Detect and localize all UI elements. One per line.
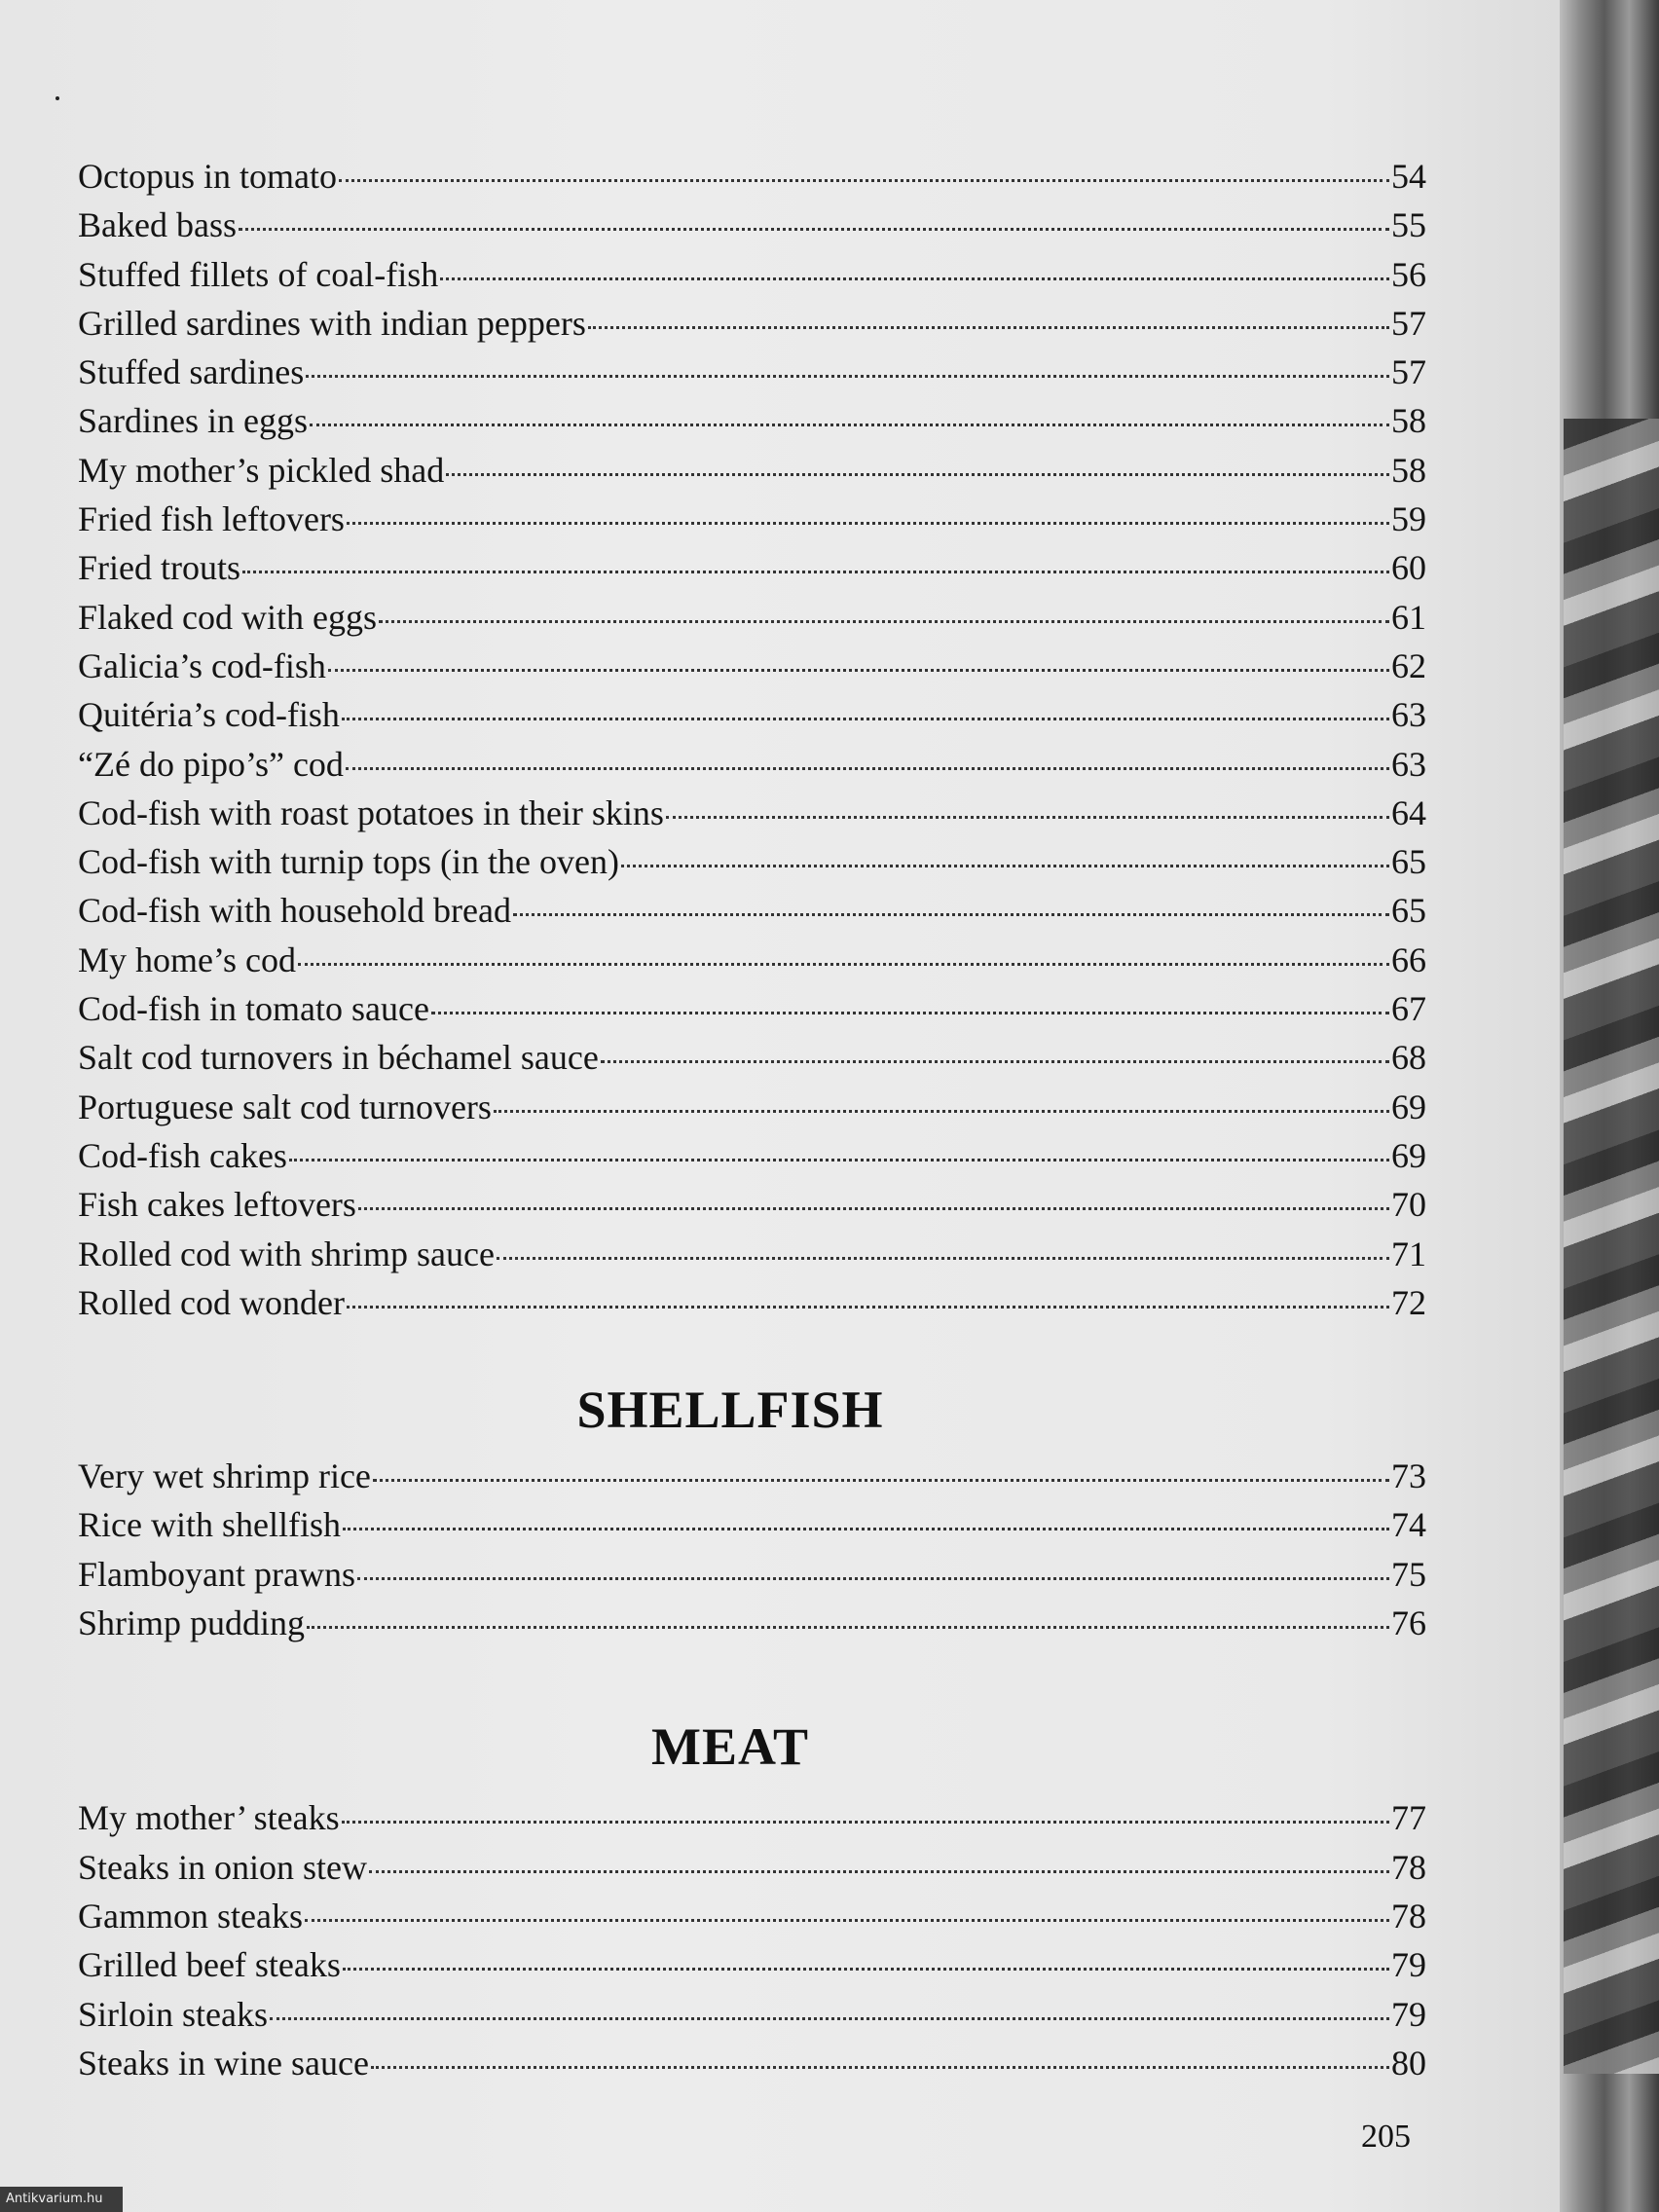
dot-leader	[666, 816, 1389, 819]
entry-title: Very wet shrimp rice	[78, 1456, 371, 1496]
meat-entries	[78, 1797, 1426, 2091]
entry-title: Cod-fish with roast potatoes in their skins	[78, 793, 664, 832]
entry-title: Cod-fish cakes	[78, 1135, 287, 1175]
shellfish-entries	[78, 1456, 1426, 1651]
toc-entry	[78, 1603, 1426, 1651]
entry-title: Salt cod turnovers in béchamel sauce	[78, 1038, 599, 1078]
dot-leader	[239, 228, 1389, 231]
toc-entry	[78, 1797, 1426, 1846]
toc-entry	[78, 204, 1426, 253]
entry-page-number: 78	[1391, 1847, 1426, 1887]
entry-page-number: 79	[1391, 1994, 1426, 2034]
entry-page-number: 57	[1391, 303, 1426, 343]
entry-title: Cod-fish in tomato sauce	[78, 989, 429, 1029]
toc-entry	[78, 156, 1426, 204]
dot-leader	[621, 865, 1389, 867]
toc-entry	[78, 1994, 1426, 2043]
dot-leader	[298, 963, 1389, 966]
dot-leader	[328, 669, 1389, 672]
toc-entry	[78, 645, 1426, 694]
toc-entry	[78, 597, 1426, 645]
entry-page-number: 58	[1391, 450, 1426, 490]
toc-entry	[78, 303, 1426, 351]
entry-page-number: 78	[1391, 1896, 1426, 1936]
entry-page-number: 55	[1391, 205, 1426, 245]
dot-leader	[343, 1968, 1389, 1971]
toc-entry	[78, 793, 1426, 841]
entry-page-number: 69	[1391, 1087, 1426, 1126]
entry-page-number: 69	[1391, 1135, 1426, 1175]
dot-leader	[373, 1479, 1389, 1482]
entry-page-number: 59	[1391, 499, 1426, 539]
entry-page-number: 80	[1391, 2043, 1426, 2083]
dot-leader	[310, 424, 1389, 426]
fish-entries	[78, 156, 1426, 1331]
entry-title: Gammon steaks	[78, 1896, 303, 1936]
entry-title: Fish cakes leftovers	[78, 1185, 356, 1225]
entry-title: Rolled cod with shrimp sauce	[78, 1234, 495, 1273]
entry-page-number: 65	[1391, 891, 1426, 931]
entry-page-number: 73	[1391, 1456, 1426, 1496]
entry-title: Rolled cod wonder	[78, 1282, 345, 1322]
entry-page-number: 77	[1391, 1798, 1426, 1838]
toc-entry	[78, 1504, 1426, 1553]
entry-page-number: 56	[1391, 254, 1426, 294]
entry-title: Portuguese salt cod turnovers	[78, 1087, 492, 1126]
entry-title: Quitéria’s cod-fish	[78, 695, 340, 735]
dot-leader	[289, 1159, 1389, 1161]
entry-title: “Zé do pipo’s” cod	[78, 744, 344, 784]
entry-title: My mother’ steaks	[78, 1798, 340, 1838]
entry-page-number: 66	[1391, 940, 1426, 979]
dot-leader	[357, 1577, 1389, 1580]
dot-leader	[347, 522, 1389, 525]
entry-page-number: 70	[1391, 1185, 1426, 1225]
entry-page-number: 64	[1391, 793, 1426, 832]
dot-leader	[306, 375, 1389, 378]
dot-leader	[369, 1870, 1389, 1873]
toc-entry	[78, 1847, 1426, 1896]
toc-entry	[78, 1944, 1426, 1993]
dot-leader	[497, 1257, 1389, 1260]
dot-leader	[440, 277, 1389, 280]
entry-title: Grilled sardines with indian peppers	[78, 303, 586, 343]
entry-title: Steaks in onion stew	[78, 1847, 367, 1887]
dot-leader	[242, 571, 1389, 573]
dot-leader	[588, 326, 1389, 329]
paper-speck	[55, 96, 59, 100]
dot-leader	[307, 1626, 1389, 1629]
dot-leader	[601, 1060, 1389, 1063]
entry-title: My home’s cod	[78, 940, 296, 979]
watermark: Antikvarium.hu	[0, 2187, 123, 2212]
entry-title: My mother’s pickled shad	[78, 450, 445, 490]
toc-entry	[78, 1896, 1426, 1944]
toc-entry	[78, 2043, 1426, 2091]
toc-entry	[78, 988, 1426, 1037]
entry-page-number: 67	[1391, 989, 1426, 1029]
entry-title: Baked bass	[78, 205, 237, 245]
dot-leader	[342, 718, 1389, 720]
entry-title: Rice with shellfish	[78, 1505, 341, 1545]
dot-leader	[494, 1110, 1389, 1113]
dot-leader	[347, 1306, 1389, 1309]
toc-entry	[78, 450, 1426, 498]
dot-leader	[446, 473, 1389, 476]
entry-page-number: 76	[1391, 1604, 1426, 1643]
entry-page-number: 63	[1391, 695, 1426, 735]
toc-entry	[78, 1456, 1426, 1504]
toc-entry	[78, 890, 1426, 939]
toc-entry	[78, 1554, 1426, 1603]
entry-title: Flaked cod with eggs	[78, 597, 377, 637]
toc-entry	[78, 1184, 1426, 1233]
dot-leader	[431, 1012, 1389, 1014]
toc-entry	[78, 1135, 1426, 1184]
entry-title: Fried trouts	[78, 548, 240, 588]
entry-title: Shrimp pudding	[78, 1604, 306, 1643]
entry-page-number: 60	[1391, 548, 1426, 588]
entry-page-number: 68	[1391, 1038, 1426, 1078]
entry-page-number: 61	[1391, 597, 1426, 637]
entry-title: Stuffed sardines	[78, 352, 305, 392]
dot-leader	[358, 1207, 1389, 1210]
entry-page-number: 72	[1391, 1282, 1426, 1322]
toc-entry	[78, 694, 1426, 743]
entry-title: Sirloin steaks	[78, 1994, 268, 2034]
entry-page-number: 75	[1391, 1554, 1426, 1594]
dot-leader	[305, 1919, 1389, 1922]
entry-title: Cod-fish with turnip tops (in the oven)	[78, 842, 619, 882]
dot-leader	[513, 913, 1389, 916]
entry-title: Sardines in eggs	[78, 401, 308, 441]
dot-leader	[379, 620, 1389, 623]
entry-page-number: 74	[1391, 1505, 1426, 1545]
toc-entry	[78, 940, 1426, 988]
dot-leader	[342, 1821, 1389, 1824]
dot-leader	[270, 2017, 1389, 2020]
entry-page-number: 58	[1391, 401, 1426, 441]
toc-entry	[78, 744, 1426, 793]
entry-page-number: 71	[1391, 1234, 1426, 1273]
toc-entry	[78, 1037, 1426, 1086]
entry-title: Cod-fish with household bread	[78, 891, 511, 931]
toc-entry	[78, 547, 1426, 596]
toc-entry	[78, 1087, 1426, 1135]
dot-leader	[343, 1528, 1389, 1530]
entry-title: Stuffed fillets of coal-fish	[78, 254, 439, 294]
toc-entry	[78, 841, 1426, 890]
dot-leader	[339, 179, 1389, 182]
toc-entry	[78, 400, 1426, 449]
toc-entry	[78, 351, 1426, 400]
toc-entry	[78, 1234, 1426, 1282]
entry-title: Steaks in wine sauce	[78, 2043, 369, 2083]
page-number: 205	[1361, 2119, 1411, 2155]
entry-title: Fried fish leftovers	[78, 499, 345, 539]
toc-entry	[78, 254, 1426, 303]
adjacent-page-photo	[1564, 419, 1659, 2074]
entry-title: Flamboyant prawns	[78, 1554, 355, 1594]
entry-page-number: 65	[1391, 842, 1426, 882]
dot-leader	[371, 2066, 1389, 2069]
table-of-contents	[78, 156, 1426, 2091]
dot-leader	[346, 767, 1389, 770]
entry-title: Grilled beef steaks	[78, 1945, 341, 1985]
entry-page-number: 54	[1391, 157, 1426, 196]
entry-page-number: 62	[1391, 645, 1426, 685]
entry-page-number: 57	[1391, 352, 1426, 392]
entry-title: Octopus in tomato	[78, 157, 337, 196]
section-heading-shellfish: SHELLFISH	[576, 1381, 884, 1440]
entry-page-number: 79	[1391, 1945, 1426, 1985]
section-heading-meat: MEAT	[651, 1717, 809, 1777]
entry-title: Galicia’s cod-fish	[78, 645, 326, 685]
toc-entry	[78, 1282, 1426, 1331]
entry-page-number: 63	[1391, 744, 1426, 784]
toc-entry	[78, 498, 1426, 547]
